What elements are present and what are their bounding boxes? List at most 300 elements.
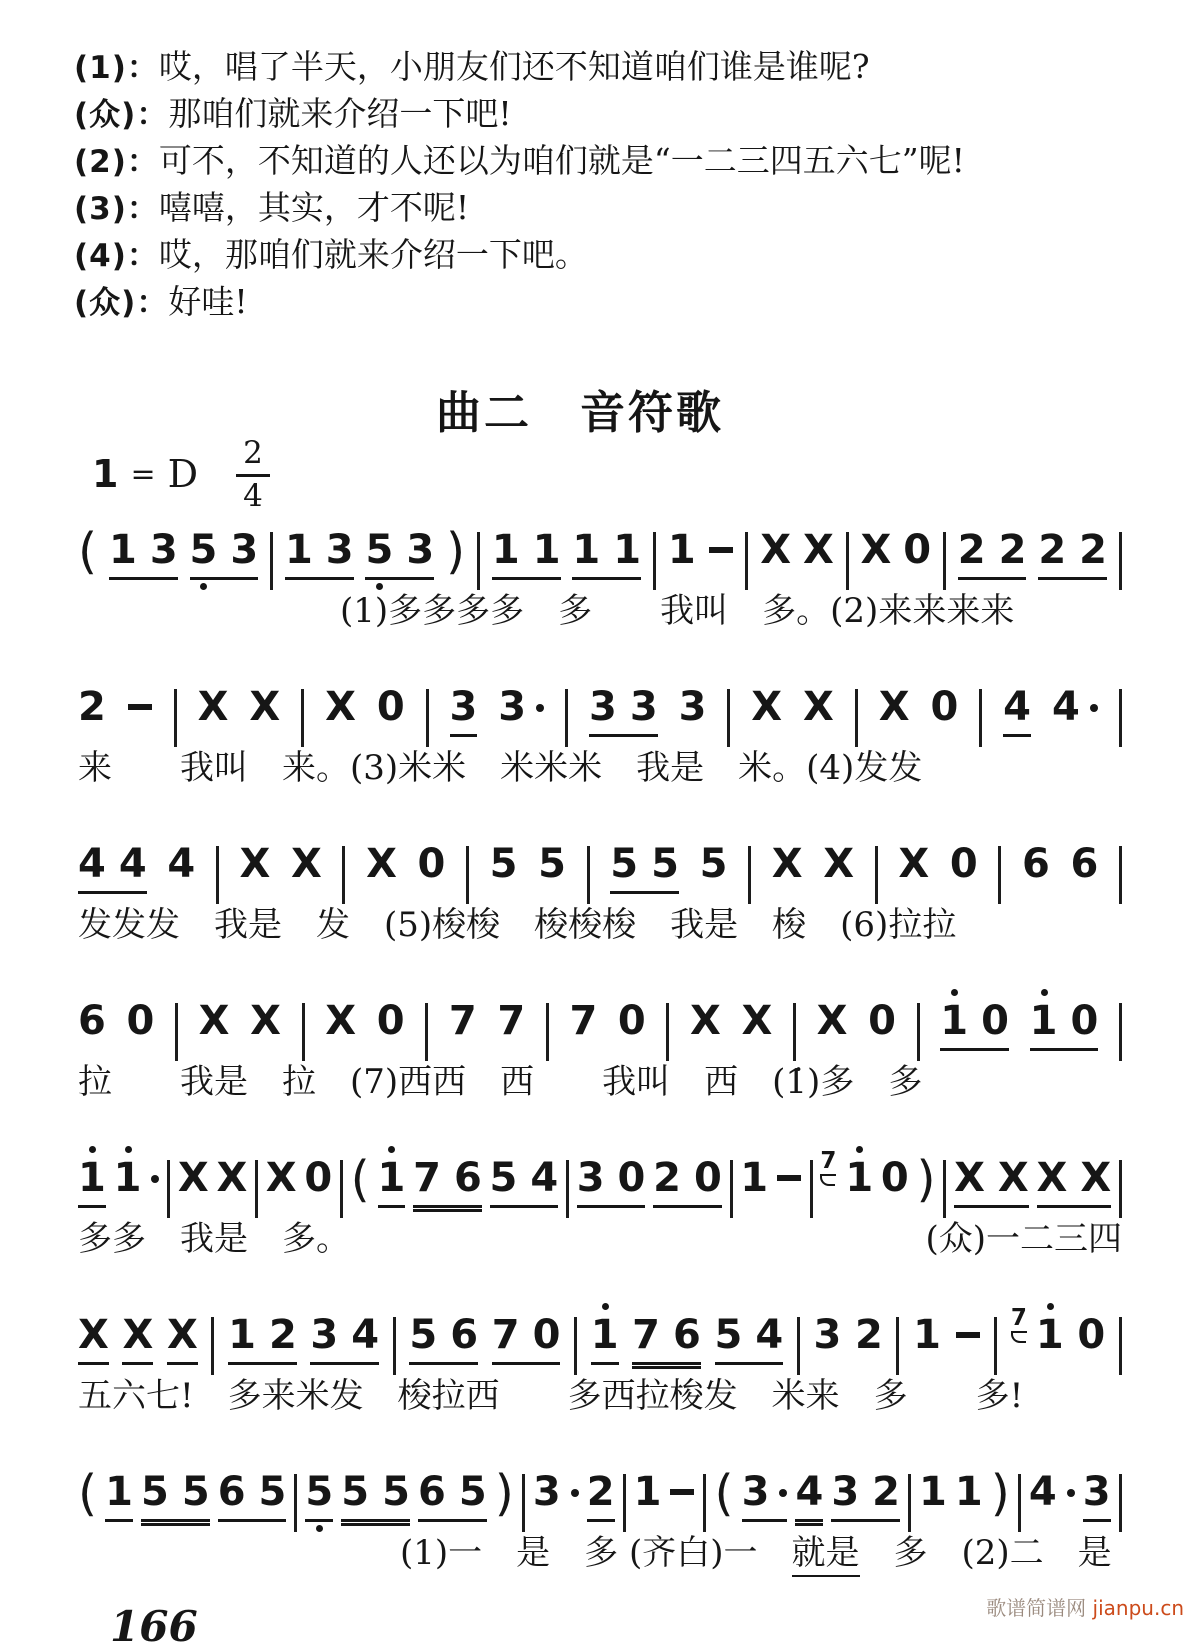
beam-group xyxy=(751,684,783,730)
lyric-segment: (众)一二三四 xyxy=(925,1219,1122,1259)
beam-group xyxy=(955,1315,981,1355)
note: X xyxy=(1080,1155,1112,1201)
beam-group xyxy=(957,527,1027,580)
beam-group xyxy=(498,684,544,730)
augmentation-dot xyxy=(571,1489,579,1497)
barline xyxy=(810,1160,813,1218)
dash-note xyxy=(127,687,153,727)
beam-group xyxy=(167,841,196,887)
note: 3 xyxy=(498,684,527,730)
lyric-segment: 多多 我是 多。 xyxy=(78,1219,350,1259)
lyric-segment: 多 (2)二 是 xyxy=(859,1533,1112,1573)
barline xyxy=(943,532,946,590)
barline xyxy=(793,1003,796,1061)
barline xyxy=(745,532,748,590)
parenthesis: ( xyxy=(350,1151,370,1208)
barline xyxy=(797,1317,800,1375)
lyrics-line xyxy=(78,1377,1023,1416)
beam-group xyxy=(78,998,106,1044)
note: 5 xyxy=(699,841,728,887)
note: 2 xyxy=(586,1469,615,1515)
beam-group xyxy=(860,527,892,573)
beam-group xyxy=(78,841,147,894)
note: X xyxy=(250,998,281,1044)
beam-group xyxy=(491,527,561,580)
music-line xyxy=(78,830,1122,904)
barline xyxy=(342,846,345,904)
note: 5 xyxy=(714,1312,743,1358)
note: 3 xyxy=(678,684,707,730)
dash-note xyxy=(955,1315,981,1355)
beam-group xyxy=(590,1312,619,1365)
note: X xyxy=(898,841,930,887)
barline xyxy=(998,846,1001,904)
note: 1 xyxy=(228,1312,256,1358)
beam-group xyxy=(489,841,518,887)
note: 3 xyxy=(813,1312,842,1358)
note: 1 xyxy=(954,1469,983,1515)
barline xyxy=(703,1474,706,1532)
barline xyxy=(546,1003,549,1061)
note: 4 xyxy=(78,841,106,887)
barline xyxy=(340,1160,343,1218)
beam-group xyxy=(1029,998,1099,1051)
note: 1 xyxy=(108,527,137,573)
beam-group xyxy=(930,684,959,730)
grace-note: 7 xyxy=(1010,1305,1027,1331)
note: 0 xyxy=(880,1155,909,1201)
note: X xyxy=(823,841,855,887)
note: 6 xyxy=(673,1312,701,1358)
beam-group xyxy=(228,1312,297,1365)
barline xyxy=(896,1317,899,1375)
note: X xyxy=(816,998,848,1044)
time-signature-denominator: 4 xyxy=(243,478,263,514)
beam-group xyxy=(854,1312,883,1358)
note: 5 xyxy=(489,1155,518,1201)
note: X xyxy=(325,998,357,1044)
note: 0 xyxy=(693,1155,722,1201)
note: 3 xyxy=(449,684,478,730)
barline xyxy=(302,1003,305,1061)
beam-group xyxy=(376,684,405,730)
barline xyxy=(1119,1317,1122,1375)
augmentation-dot xyxy=(1090,704,1098,712)
note: 6 xyxy=(1070,841,1099,887)
note: 1 xyxy=(940,998,969,1044)
lyrics-line xyxy=(78,1063,922,1102)
note: 4 xyxy=(167,841,196,887)
barline xyxy=(1119,1160,1122,1218)
note: 3 xyxy=(532,1469,561,1515)
note: X xyxy=(771,841,803,887)
beam-group xyxy=(740,1155,769,1201)
augmentation-dot xyxy=(1067,1489,1075,1497)
note: X xyxy=(751,684,783,730)
note: 3 xyxy=(588,684,617,730)
note: 1 xyxy=(633,1469,662,1515)
beam-group xyxy=(868,998,896,1044)
note: 1 xyxy=(1029,998,1058,1044)
parenthesis: ( xyxy=(78,1465,98,1522)
barline xyxy=(425,1003,428,1061)
barline xyxy=(174,689,177,747)
barline xyxy=(1018,1474,1021,1532)
beam-group xyxy=(741,998,773,1044)
note: 3 xyxy=(325,527,354,573)
barline xyxy=(167,1160,170,1218)
barline xyxy=(466,846,469,904)
dialogue-speaker: (2)： xyxy=(74,144,159,180)
beam-group xyxy=(617,998,646,1044)
note: 4 xyxy=(755,1312,784,1358)
dialogue-speaker: (3)： xyxy=(74,191,159,227)
dialogue-line xyxy=(74,44,1154,91)
beam-group xyxy=(366,841,397,887)
watermark xyxy=(986,1592,1184,1621)
lyrics-line xyxy=(78,1220,1122,1259)
beam-group xyxy=(417,841,446,887)
beam-group xyxy=(954,1155,1029,1208)
barline xyxy=(917,1003,920,1061)
beam-group xyxy=(667,527,696,573)
beam-group xyxy=(113,1155,160,1201)
note: 5 xyxy=(610,841,639,887)
note: 7 xyxy=(569,998,598,1044)
beam-group xyxy=(497,998,526,1044)
barline xyxy=(522,1474,525,1532)
dialogue-text: 好哇! xyxy=(168,282,248,321)
dialogue xyxy=(74,44,1154,326)
note: 6 xyxy=(217,1469,246,1515)
note: 7 xyxy=(497,998,526,1044)
beam-group xyxy=(572,527,642,580)
note: 1 xyxy=(572,527,601,573)
note: 1 xyxy=(78,1155,106,1201)
note: 4 xyxy=(351,1312,380,1358)
beam-group xyxy=(376,998,405,1044)
note: X xyxy=(239,841,271,887)
watermark-url: jianpu.cn xyxy=(1092,1596,1184,1620)
note: 3 xyxy=(149,527,178,573)
beam-group xyxy=(760,527,792,573)
beam-group xyxy=(284,527,354,580)
note: 3 xyxy=(230,527,259,573)
beam-group xyxy=(538,841,566,887)
music-line xyxy=(78,1144,1122,1218)
dialogue-text: 那咱们就来介绍一下吧! xyxy=(168,94,512,133)
time-signature xyxy=(236,436,270,512)
beam-group xyxy=(449,684,478,737)
augmentation-dot xyxy=(151,1175,159,1183)
note: 0 xyxy=(868,998,896,1044)
barline xyxy=(566,1160,569,1218)
grace-note: 7 xyxy=(820,1148,837,1174)
beam-group xyxy=(1003,684,1032,737)
beam-group xyxy=(1070,841,1099,887)
note: 1 xyxy=(845,1155,874,1201)
note: 5 xyxy=(141,1469,169,1515)
note: 2 xyxy=(998,527,1027,573)
note: 5 xyxy=(365,527,394,573)
beam-group xyxy=(304,1155,333,1201)
beam-group xyxy=(409,1312,479,1365)
beam-group xyxy=(197,684,229,730)
music-line xyxy=(78,1301,1122,1375)
dash-note xyxy=(708,530,734,570)
note: 2 xyxy=(653,1155,681,1201)
note: 1 xyxy=(613,527,642,573)
note: 5 xyxy=(305,1469,334,1515)
note: 1 xyxy=(532,527,561,573)
note: X xyxy=(78,1312,109,1358)
beam-group xyxy=(189,527,259,580)
note: X xyxy=(803,684,834,730)
dialogue-line xyxy=(74,91,1154,138)
dialogue-speaker: (众)： xyxy=(74,97,169,133)
note: X xyxy=(216,1155,248,1201)
note: 6 xyxy=(417,1469,446,1515)
dialogue-text: 可不，不知道的人还以为咱们就是“一二三四五六七”呢! xyxy=(158,141,965,180)
note: 1 xyxy=(491,527,520,573)
beam-group xyxy=(141,1469,210,1522)
beam-group xyxy=(669,1472,695,1512)
barline xyxy=(426,689,429,747)
beam-group xyxy=(903,527,932,573)
tonic-number: 1 xyxy=(92,452,119,496)
note: X xyxy=(177,1155,209,1201)
note: X xyxy=(122,1312,154,1358)
note: X xyxy=(954,1155,985,1201)
note: 3 xyxy=(629,684,658,730)
beam-group xyxy=(919,1469,947,1515)
barline xyxy=(175,1003,178,1061)
note: 2 xyxy=(854,1312,883,1358)
note: 5 xyxy=(538,841,566,887)
beam-group xyxy=(610,841,679,894)
beam-group xyxy=(940,998,1009,1051)
barline xyxy=(846,532,849,590)
note: 4 xyxy=(118,841,147,887)
note: 4 xyxy=(530,1155,559,1201)
lyrics-line xyxy=(400,1534,1112,1577)
augmentation-dot xyxy=(779,1489,787,1497)
beam-group xyxy=(122,1312,154,1365)
note: 5 xyxy=(181,1469,210,1515)
beam-group xyxy=(108,527,178,580)
beam-group xyxy=(1021,841,1050,887)
beam-group xyxy=(690,998,721,1044)
barline xyxy=(565,689,568,747)
note: 3 xyxy=(406,527,435,573)
barline xyxy=(1119,1003,1122,1061)
beam-group xyxy=(217,1469,287,1522)
key-signature xyxy=(92,436,270,512)
beam-group xyxy=(771,841,803,887)
note: X xyxy=(166,1312,198,1358)
note: X xyxy=(741,998,773,1044)
note: 1 xyxy=(377,1155,406,1201)
barline xyxy=(666,1003,669,1061)
note: 3 xyxy=(1082,1469,1111,1515)
beam-group xyxy=(878,684,910,730)
note: 0 xyxy=(981,998,1009,1044)
barline xyxy=(748,846,751,904)
time-signature-numerator: 2 xyxy=(236,436,270,477)
beam-group xyxy=(310,1312,380,1365)
lyric-segment: 发发发 我是 发 (5)梭梭 梭梭梭 我是 梭 (6)拉拉 xyxy=(78,905,957,945)
note: 4 xyxy=(795,1469,824,1515)
note: 3 xyxy=(576,1155,605,1201)
beam-group xyxy=(653,1155,722,1208)
note: 1 xyxy=(113,1155,142,1201)
note: 5 xyxy=(651,841,679,887)
beam-group xyxy=(78,1312,109,1365)
barline xyxy=(270,532,273,590)
beam-group xyxy=(489,1155,559,1208)
beam-group xyxy=(949,841,978,887)
watermark-site-name: 歌谱简谱网 xyxy=(986,1596,1093,1620)
beam-group xyxy=(290,841,322,887)
beam-group xyxy=(126,998,155,1044)
beam-group xyxy=(1051,684,1098,730)
beam-group xyxy=(417,1469,487,1522)
barline xyxy=(727,689,730,747)
barline xyxy=(855,689,858,747)
note: X xyxy=(197,684,229,730)
barline xyxy=(1119,846,1122,904)
beam-group xyxy=(816,998,848,1044)
augmentation-dot xyxy=(536,704,544,712)
dialogue-line xyxy=(74,279,1154,326)
note: X xyxy=(290,841,322,887)
page-number: 166 xyxy=(110,1602,198,1651)
beam-group xyxy=(216,1155,248,1201)
beam-group xyxy=(1028,1469,1075,1515)
beam-group xyxy=(250,998,281,1044)
note: 6 xyxy=(453,1155,482,1201)
barline xyxy=(294,1474,297,1532)
note: 3 xyxy=(831,1469,860,1515)
note: 0 xyxy=(930,684,959,730)
barline xyxy=(301,689,304,747)
beam-group xyxy=(823,841,855,887)
note: 2 xyxy=(1038,527,1067,573)
dialogue-text: 哎，唱了半天，小朋友们还不知道咱们谁是谁呢? xyxy=(158,47,870,86)
barline xyxy=(943,1160,946,1218)
barline xyxy=(908,1474,911,1532)
note: X xyxy=(860,527,892,573)
beam-group xyxy=(448,998,477,1044)
note: 0 xyxy=(532,1312,561,1358)
beam-group xyxy=(699,841,728,887)
music-line xyxy=(78,673,1122,747)
note: X xyxy=(366,841,397,887)
beam-group xyxy=(820,1148,874,1201)
beam-group xyxy=(569,998,598,1044)
note: 1 xyxy=(1035,1312,1064,1358)
note: 2 xyxy=(1079,527,1108,573)
note: 0 xyxy=(376,998,405,1044)
note: 6 xyxy=(450,1312,479,1358)
note: 5 xyxy=(341,1469,370,1515)
beam-group xyxy=(532,1469,579,1515)
beam-group xyxy=(341,1469,410,1522)
beam-group xyxy=(198,998,230,1044)
lyrics-line xyxy=(78,906,956,945)
barline xyxy=(875,846,878,904)
parenthesis: ) xyxy=(494,1465,514,1522)
lyrics-line xyxy=(340,592,1014,631)
music-line xyxy=(78,987,1122,1061)
note: 1 xyxy=(919,1469,947,1515)
note: 4 xyxy=(1051,684,1080,730)
barline xyxy=(979,689,982,747)
beam-group xyxy=(166,1312,198,1365)
beam-group xyxy=(265,1155,297,1201)
beam-group xyxy=(377,1155,406,1208)
lyric-segment: 来 我叫 来。(3)米米 米米米 我是 米。(4)发发 xyxy=(78,748,923,788)
barline xyxy=(477,532,480,590)
parenthesis: ) xyxy=(990,1465,1010,1522)
dialogue-text: 哎，那咱们就来介绍一下吧。 xyxy=(158,235,588,274)
note: X xyxy=(325,684,356,730)
note: X xyxy=(802,527,834,573)
barline xyxy=(1119,1474,1122,1532)
note: 7 xyxy=(448,998,477,1044)
beam-group xyxy=(127,687,153,727)
beam-group xyxy=(1077,1312,1106,1358)
lyric-segment: 就是 xyxy=(792,1534,860,1577)
dialogue-speaker: (1)： xyxy=(74,50,159,86)
barline xyxy=(393,1317,396,1375)
beam-group xyxy=(633,1469,662,1515)
dialogue-text: 嘻嘻，其实，才不呢! xyxy=(158,188,470,227)
lyrics-line xyxy=(78,749,922,788)
beam-group xyxy=(802,527,834,573)
dialogue-line xyxy=(74,185,1154,232)
note: X xyxy=(1036,1155,1068,1201)
beam-group xyxy=(954,1469,983,1515)
note: 0 xyxy=(949,841,978,887)
note: X xyxy=(760,527,792,573)
note: 7 xyxy=(632,1312,661,1358)
note: 0 xyxy=(376,684,405,730)
note: 2 xyxy=(268,1312,297,1358)
beam-group xyxy=(1038,527,1108,580)
beam-group xyxy=(795,1469,824,1522)
lyric-segment: 五六七! 多来米发 梭拉西 多西拉梭发 米来 多 多! xyxy=(78,1376,1024,1416)
tonic-letter: D xyxy=(167,452,199,496)
parenthesis: ( xyxy=(714,1465,734,1522)
beam-group xyxy=(588,684,658,737)
note: 1 xyxy=(590,1312,619,1358)
beam-group xyxy=(714,1312,784,1365)
barline xyxy=(994,1317,997,1375)
note: 3 xyxy=(310,1312,339,1358)
beam-group xyxy=(708,530,734,570)
beam-group xyxy=(249,684,281,730)
dash-note xyxy=(776,1158,802,1198)
note: 0 xyxy=(126,998,155,1044)
dialogue-line xyxy=(74,232,1154,279)
note: 6 xyxy=(78,998,106,1044)
note: X xyxy=(997,1155,1029,1201)
music-line xyxy=(78,1458,1122,1532)
lyric-segment: (1)一 是 多 (齐白)一 xyxy=(400,1533,792,1573)
barline xyxy=(1119,689,1122,747)
note: 7 xyxy=(413,1155,441,1201)
